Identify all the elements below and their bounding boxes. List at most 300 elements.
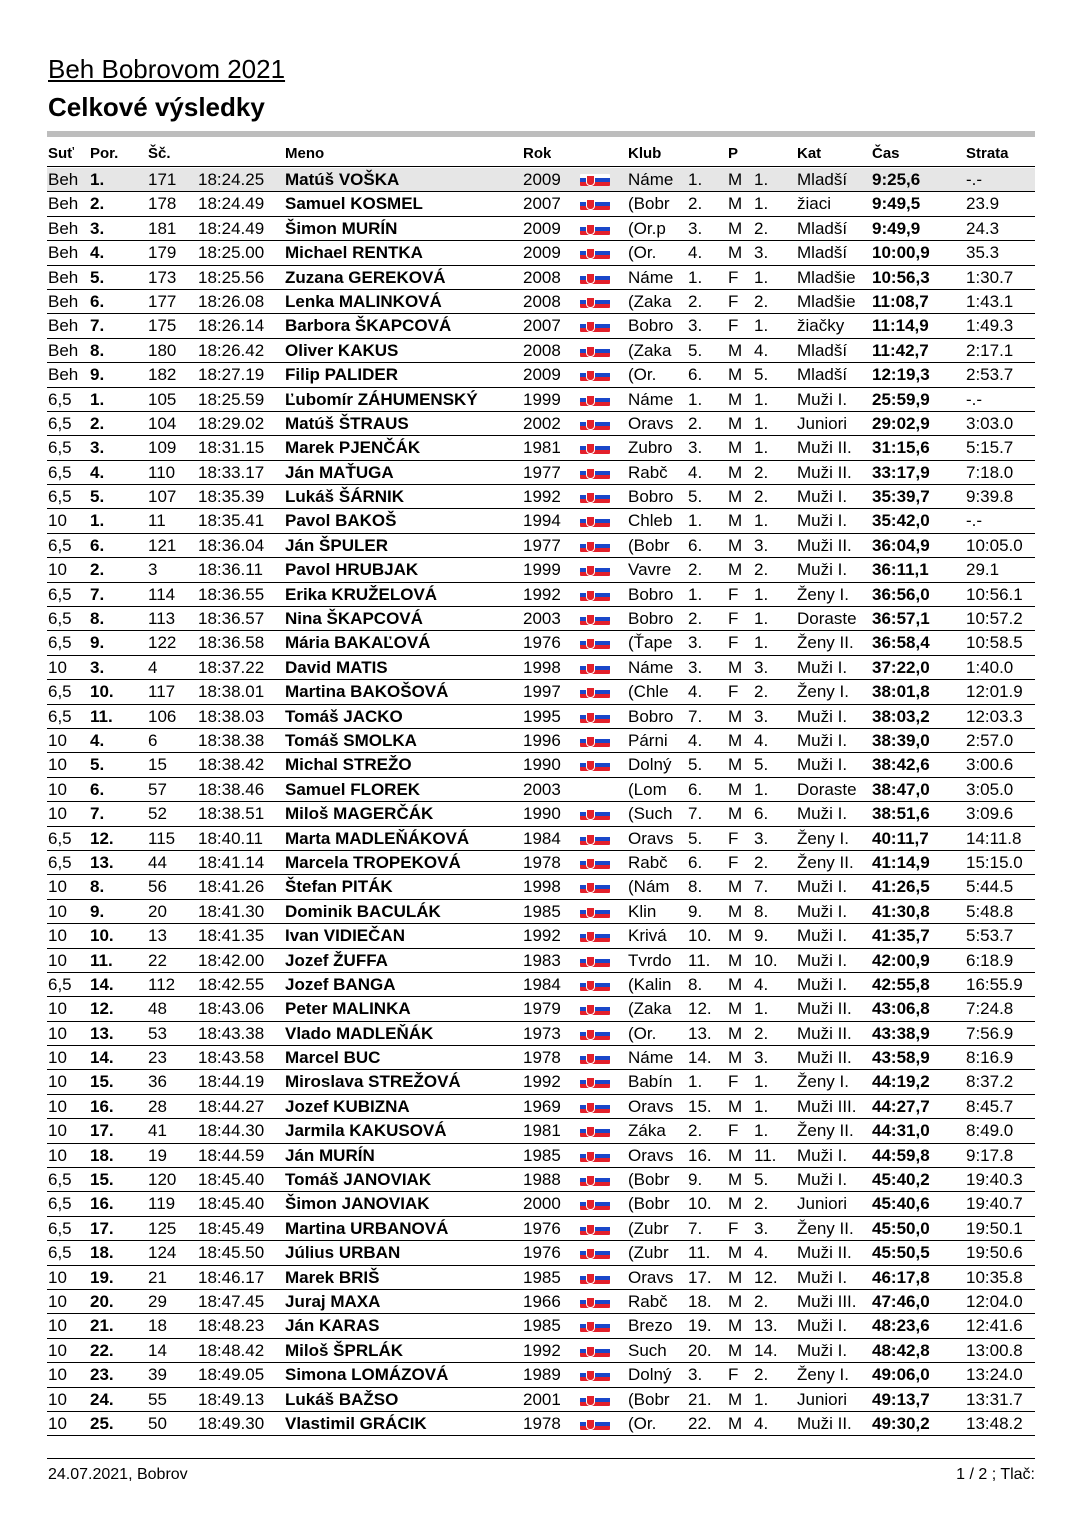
cell-kat: Muži I.	[797, 877, 848, 897]
cell-cas: 9:25,6	[872, 170, 921, 189]
cell-start-time: 18:33.17	[198, 462, 265, 482]
cell-cas: 33:17,9	[872, 462, 930, 482]
cell-start-number: 41	[148, 1121, 167, 1141]
cell-start-number: 11	[148, 511, 166, 531]
cell-p-rank: 4.	[754, 340, 769, 360]
cell-sut: Beh	[48, 340, 79, 360]
slovakia-flag-icon	[580, 369, 610, 381]
cell-sut: 6,5	[48, 633, 72, 653]
cell-start-time: 18:29.02	[198, 413, 265, 433]
cell-meno: Marek PJENČÁK	[285, 438, 421, 458]
cell-cas: 35:39,7	[872, 487, 930, 507]
cell-por: 5.	[90, 487, 105, 507]
cell-klub-rank: 11.	[688, 1243, 711, 1263]
cell-strata: 8:16.9	[966, 1048, 1014, 1068]
cell-start-time: 18:47.45	[198, 1291, 265, 1311]
cell-p: M	[728, 755, 743, 775]
cell-klub-rank: 1.	[688, 584, 703, 604]
cell-klub-rank: 5.	[688, 828, 703, 848]
slovakia-flag-icon	[580, 491, 610, 503]
cell-p-rank: 4.	[754, 974, 769, 994]
cell-rok: 1985	[523, 1145, 561, 1165]
cell-p: F	[728, 267, 739, 287]
slovakia-flag-icon	[580, 759, 610, 771]
slovakia-flag-icon	[580, 345, 610, 357]
cell-strata: 1:30.7	[966, 267, 1014, 287]
table-row	[47, 753, 1035, 777]
cell-meno: Tomáš SMOLKA	[285, 730, 417, 750]
cell-klub-rank: 21.	[688, 1389, 712, 1409]
cell-meno: Matúš ŠTRAUS	[285, 413, 409, 433]
cell-strata: 3:05.0	[966, 779, 1014, 799]
cell-meno: Barbora ŠKAPCOVÁ	[285, 316, 452, 336]
cell-meno: Lukáš ŠÁRNIK	[285, 487, 405, 507]
cell-cas: 35:42,0	[872, 511, 930, 531]
cell-klub-rank: 10.	[688, 926, 712, 946]
cell-klub: Dolný	[628, 1365, 672, 1385]
col-header-sut: Suť	[48, 145, 75, 162]
cell-por: 10.	[90, 926, 114, 946]
cell-start-time: 18:44.19	[198, 1072, 265, 1092]
cell-rok: 1990	[523, 804, 561, 824]
cell-sut: 10	[48, 901, 67, 921]
cell-kat: Juniori	[797, 1194, 848, 1214]
cell-start-time: 18:25.59	[198, 389, 265, 409]
cell-cas: 46:17,8	[872, 1267, 930, 1287]
cell-p: M	[728, 560, 743, 580]
cell-start-time: 18:42.55	[198, 974, 265, 994]
cell-sut: 10	[48, 1145, 67, 1165]
cell-por: 4.	[90, 730, 105, 750]
cell-strata: 5:44.5	[966, 877, 1014, 897]
cell-strata: 8:45.7	[966, 1096, 1014, 1116]
cell-kat: Mladší	[797, 243, 848, 263]
cell-start-time: 18:43.58	[198, 1048, 265, 1068]
table-row	[47, 266, 1035, 290]
cell-meno: Július URBAN	[285, 1243, 401, 1263]
slovakia-flag-icon	[580, 906, 610, 918]
cell-meno: Ján ŠPULER	[285, 535, 388, 555]
cell-klub-rank: 11.	[688, 950, 711, 970]
cell-start-time: 18:26.42	[198, 340, 265, 360]
cell-klub: (Or.p	[628, 218, 666, 238]
cell-klub: Klin	[628, 901, 657, 921]
cell-rok: 1976	[523, 1218, 561, 1238]
cell-kat: Muži II.	[797, 438, 852, 458]
col-header-rok: Rok	[523, 145, 552, 162]
cell-strata: 10:57.2	[966, 609, 1023, 629]
cell-start-time: 18:38.42	[198, 755, 265, 775]
cell-p: M	[728, 730, 743, 750]
table-row	[47, 363, 1035, 387]
cell-rok: 1998	[523, 877, 561, 897]
cell-sut: 10	[48, 950, 67, 970]
cell-start-number: 182	[148, 365, 177, 385]
cell-start-number: 181	[148, 218, 177, 238]
cell-sut: 10	[48, 657, 67, 677]
cell-rok: 1978	[523, 1048, 561, 1068]
table-row	[47, 558, 1035, 582]
cell-rok: 1969	[523, 1096, 561, 1116]
cell-start-number: 52	[148, 804, 167, 824]
cell-start-number: 57	[148, 779, 167, 799]
cell-sut: 10	[48, 877, 67, 897]
table-row	[47, 997, 1035, 1021]
cell-kat: Muži III.	[797, 1096, 857, 1116]
table-row	[47, 1168, 1035, 1192]
cell-cas: 47:46,0	[872, 1291, 930, 1311]
cell-start-number: 48	[148, 999, 167, 1019]
cell-rok: 2001	[523, 1389, 561, 1409]
cell-start-number: 110	[148, 462, 176, 482]
cell-por: 16.	[90, 1096, 114, 1116]
slovakia-flag-icon	[580, 589, 610, 601]
table-row	[47, 412, 1035, 436]
cell-meno: Marta MADLEŇÁKOVÁ	[285, 828, 470, 848]
cell-p: M	[728, 1048, 743, 1068]
cell-start-number: 18	[148, 1316, 167, 1336]
table-row	[47, 778, 1035, 802]
cell-start-time: 18:38.38	[198, 730, 265, 750]
cell-strata: 3:03.0	[966, 413, 1014, 433]
cell-start-number: 23	[148, 1048, 167, 1068]
table-row	[47, 1095, 1035, 1119]
cell-start-time: 18:41.26	[198, 877, 265, 897]
cell-sut: 10	[48, 1121, 67, 1141]
cell-kat: Muži II.	[797, 535, 852, 555]
cell-cas: 40:11,7	[872, 828, 929, 848]
cell-kat: Muži I.	[797, 1316, 848, 1336]
cell-strata: 7:18.0	[966, 462, 1014, 482]
cell-cas: 12:19,3	[872, 365, 930, 385]
cell-p-rank: 1.	[754, 1072, 769, 1092]
cell-strata: 13:48.2	[966, 1413, 1023, 1433]
cell-klub: (Kalin	[628, 974, 672, 994]
cell-start-number: 53	[148, 1023, 167, 1043]
cell-sut: Beh	[48, 365, 79, 385]
cell-cas: 45:40,2	[872, 1170, 930, 1190]
cell-por: 3.	[90, 218, 105, 238]
slovakia-flag-icon	[580, 394, 610, 406]
cell-meno: Oliver KAKUS	[285, 340, 399, 360]
cell-meno: Vlado MADLEŇÁK	[285, 1023, 434, 1043]
cell-start-time: 18:43.38	[198, 1023, 265, 1043]
cell-cas: 31:15,6	[872, 438, 930, 458]
cell-p: F	[728, 828, 739, 848]
cell-p: F	[728, 852, 739, 872]
cell-start-time: 18:31.15	[198, 438, 265, 458]
slovakia-flag-icon	[580, 637, 610, 649]
cell-meno: Marcela TROPEKOVÁ	[285, 852, 461, 872]
slovakia-flag-icon	[580, 174, 610, 186]
cell-p: M	[728, 462, 743, 482]
cell-sut: 10	[48, 755, 67, 775]
cell-klub-rank: 5.	[688, 340, 703, 360]
cell-p-rank: 1.	[754, 170, 769, 189]
cell-strata: 10:35.8	[966, 1267, 1023, 1287]
cell-kat: žiačky	[797, 316, 845, 336]
cell-start-time: 18:49.05	[198, 1365, 265, 1385]
cell-meno: Jozef KUBIZNA	[285, 1096, 410, 1116]
cell-cas: 48:42,8	[872, 1340, 930, 1360]
cell-sut: 6,5	[48, 438, 72, 458]
slovakia-flag-icon	[580, 1394, 610, 1406]
cell-klub-rank: 1.	[688, 267, 703, 287]
cell-meno: Ján MAŤUGA	[285, 462, 394, 482]
cell-klub-rank: 4.	[688, 462, 703, 482]
cell-p: F	[728, 633, 739, 653]
cell-klub: Zubro	[628, 438, 673, 458]
cell-start-number: 117	[148, 682, 176, 702]
cell-sut: Beh	[48, 267, 79, 287]
cell-klub-rank: 4.	[688, 243, 703, 263]
cell-rok: 1981	[523, 1121, 561, 1141]
cell-strata: 8:37.2	[966, 1072, 1014, 1092]
cell-p: M	[728, 535, 743, 555]
cell-klub-rank: 6.	[688, 535, 703, 555]
cell-p-rank: 3.	[754, 243, 769, 263]
cell-klub: (Zaka	[628, 291, 672, 311]
cell-start-number: 6	[148, 730, 158, 750]
cell-p-rank: 7.	[754, 877, 769, 897]
cell-por: 5.	[90, 267, 105, 287]
cell-por: 6.	[90, 535, 105, 555]
cell-sut: Beh	[48, 218, 79, 238]
cell-p: M	[728, 1170, 743, 1190]
cell-rok: 1989	[523, 1365, 561, 1385]
slovakia-flag-icon	[580, 1272, 610, 1284]
slovakia-flag-icon	[580, 272, 610, 284]
cell-strata: -.-	[966, 170, 983, 189]
cell-sut: Beh	[48, 170, 79, 189]
slovakia-flag-icon	[580, 1052, 610, 1064]
cell-p-rank: 2.	[754, 1365, 769, 1385]
cell-cas: 41:26,5	[872, 877, 930, 897]
cell-sut: 6,5	[48, 584, 72, 604]
cell-sut: 10	[48, 1389, 67, 1409]
cell-cas: 10:00,9	[872, 243, 930, 263]
cell-rok: 1992	[523, 1340, 561, 1360]
table-row	[47, 1046, 1035, 1070]
cell-p: M	[728, 487, 743, 507]
cell-klub: Náme	[628, 170, 674, 189]
cell-p: M	[728, 1291, 743, 1311]
cell-p: F	[728, 609, 739, 629]
cell-klub: (Or.	[628, 243, 657, 263]
cell-klub: Tvrdo	[628, 950, 672, 970]
cell-klub: Náme	[628, 1048, 674, 1068]
cell-kat: Muži II.	[797, 1023, 852, 1043]
cell-p-rank: 14.	[754, 1340, 778, 1360]
cell-start-time: 18:41.14	[198, 852, 265, 872]
cell-meno: Samuel KOSMEL	[285, 194, 423, 214]
cell-start-number: 121	[148, 535, 177, 555]
cell-p-rank: 10.	[754, 950, 778, 970]
cell-start-time: 18:37.22	[198, 657, 265, 677]
cell-sut: 6,5	[48, 462, 72, 482]
cell-klub: (Zaka	[628, 340, 672, 360]
cell-p: M	[728, 950, 743, 970]
cell-p-rank: 3.	[754, 706, 769, 726]
slovakia-flag-icon	[580, 1369, 610, 1381]
cell-meno: Samuel FLOREK	[285, 779, 421, 799]
cell-klub: Oravs	[628, 1096, 674, 1116]
cell-rok: 1977	[523, 462, 561, 482]
cell-sut: 6,5	[48, 609, 72, 629]
cell-por: 16.	[90, 1194, 114, 1214]
slovakia-flag-icon	[580, 711, 610, 723]
footer-page-info: 1 / 2 ; Tlač:	[956, 1466, 1035, 1483]
cell-por: 8.	[90, 877, 105, 897]
cell-start-number: 107	[148, 487, 177, 507]
cell-rok: 1997	[523, 682, 561, 702]
cell-por: 6.	[90, 291, 105, 311]
cell-strata: 7:56.9	[966, 1023, 1014, 1043]
table-row	[47, 973, 1035, 997]
cell-strata: -.-	[966, 389, 983, 409]
col-header-sc: Šč.	[148, 145, 171, 162]
cell-cas: 38:03,2	[872, 706, 930, 726]
cell-kat: Mladšie	[797, 291, 856, 311]
cell-strata: 2:57.0	[966, 730, 1014, 750]
cell-cas: 38:39,0	[872, 730, 930, 750]
cell-meno: Miloš ŠPRLÁK	[285, 1340, 404, 1360]
cell-klub: (Zubr	[628, 1243, 669, 1263]
slovakia-flag-icon	[580, 198, 610, 210]
slovakia-flag-icon	[580, 955, 610, 967]
cell-klub: Záka	[628, 1121, 666, 1141]
cell-por: 8.	[90, 340, 105, 360]
cell-klub: (Bobr	[628, 1194, 670, 1214]
cell-rok: 2003	[523, 609, 561, 629]
cell-klub-rank: 14.	[688, 1048, 712, 1068]
cell-klub: Brezo	[628, 1316, 673, 1336]
cell-start-time: 18:25.56	[198, 267, 265, 287]
cell-strata: 9:39.8	[966, 487, 1014, 507]
cell-klub-rank: 9.	[688, 901, 703, 921]
cell-klub-rank: 15.	[688, 1096, 712, 1116]
cell-p-rank: 1.	[754, 316, 769, 336]
cell-por: 20.	[90, 1291, 114, 1311]
cell-start-number: 28	[148, 1096, 167, 1116]
cell-sut: 10	[48, 1365, 67, 1385]
cell-meno: Miroslava STREŽOVÁ	[285, 1072, 461, 1092]
cell-strata: 2:53.7	[966, 365, 1014, 385]
cell-klub: (Or.	[628, 1023, 657, 1043]
table-row	[47, 1022, 1035, 1046]
cell-por: 12.	[90, 828, 114, 848]
cell-kat: Muži II.	[797, 1243, 852, 1263]
cell-sut: 10	[48, 1291, 67, 1311]
cell-p: M	[728, 657, 743, 677]
cell-meno: Jozef BANGA	[285, 974, 396, 994]
cell-start-number: 55	[148, 1389, 167, 1409]
cell-kat: Juniori	[797, 413, 848, 433]
cell-kat: Ženy II.	[797, 1121, 854, 1141]
cell-klub: Rabč	[628, 852, 668, 872]
cell-start-time: 18:24.25	[198, 170, 265, 189]
cell-p-rank: 4.	[754, 1243, 769, 1263]
cell-start-time: 18:49.13	[198, 1389, 265, 1409]
cell-p-rank: 2.	[754, 462, 769, 482]
cell-start-time: 18:24.49	[198, 218, 265, 238]
cell-kat: Muži I.	[797, 974, 848, 994]
cell-start-number: 4	[148, 657, 158, 677]
cell-meno: Lenka MALINKOVÁ	[285, 291, 442, 311]
cell-p-rank: 1.	[754, 438, 769, 458]
cell-strata: 1:40.0	[966, 657, 1014, 677]
cell-start-number: 56	[148, 877, 167, 897]
cell-rok: 2009	[523, 365, 561, 385]
cell-strata: 23.9	[966, 194, 1000, 214]
cell-p: M	[728, 340, 743, 360]
cell-klub: Rabč	[628, 462, 668, 482]
cell-rok: 2008	[523, 267, 561, 287]
cell-sut: 10	[48, 926, 67, 946]
cell-rok: 2000	[523, 1194, 561, 1214]
cell-p: M	[728, 804, 743, 824]
cell-klub-rank: 8.	[688, 877, 703, 897]
cell-rok: 2007	[523, 194, 561, 214]
col-header-por: Por.	[90, 145, 119, 162]
cell-start-time: 18:27.19	[198, 365, 265, 385]
cell-klub-rank: 5.	[688, 755, 703, 775]
cell-strata: 19:40.3	[966, 1170, 1023, 1190]
cell-start-time: 18:41.30	[198, 901, 265, 921]
cell-klub: Náme	[628, 657, 674, 677]
cell-start-time: 18:44.30	[198, 1121, 265, 1141]
cell-start-number: 36	[148, 1072, 167, 1092]
table-row	[47, 1314, 1035, 1338]
cell-klub: (Or.	[628, 1413, 657, 1433]
slovakia-flag-icon	[580, 296, 610, 308]
cell-p-rank: 1.	[754, 1389, 769, 1409]
cell-sut: 6,5	[48, 487, 72, 507]
cell-por: 19.	[90, 1267, 114, 1287]
cell-kat: Mladšie	[797, 267, 856, 287]
cell-rok: 1976	[523, 633, 561, 653]
table-row	[47, 680, 1035, 704]
cell-kat: Muži II.	[797, 1048, 852, 1068]
cell-start-number: 29	[148, 1291, 167, 1311]
cell-strata: 1:49.3	[966, 316, 1014, 336]
cell-start-time: 18:38.03	[198, 706, 265, 726]
cell-meno: Mária BAKAĽOVÁ	[285, 633, 431, 653]
cell-rok: 1981	[523, 438, 561, 458]
cell-meno: Ján MURÍN	[285, 1145, 375, 1165]
cell-sut: 6,5	[48, 1243, 72, 1263]
cell-por: 7.	[90, 316, 105, 336]
cell-p: F	[728, 1121, 739, 1141]
cell-p: M	[728, 194, 743, 214]
cell-rok: 2002	[523, 413, 561, 433]
cell-start-time: 18:36.55	[198, 584, 265, 604]
cell-klub: Oravs	[628, 1145, 674, 1165]
cell-p-rank: 6.	[754, 804, 769, 824]
cell-klub-rank: 1.	[688, 389, 703, 409]
cell-kat: Muži III.	[797, 1291, 857, 1311]
cell-meno: Vlastimil GRÁCIK	[285, 1413, 427, 1433]
cell-cas: 45:40,6	[872, 1194, 930, 1214]
cell-klub: Párni	[628, 730, 668, 750]
cell-cas: 25:59,9	[872, 389, 930, 409]
cell-cas: 44:31,0	[872, 1121, 930, 1141]
cell-cas: 37:22,0	[872, 657, 930, 677]
slovakia-flag-icon	[580, 540, 610, 552]
cell-sut: 6,5	[48, 535, 72, 555]
cell-start-time: 18:36.04	[198, 535, 265, 555]
table-row	[47, 1388, 1035, 1412]
